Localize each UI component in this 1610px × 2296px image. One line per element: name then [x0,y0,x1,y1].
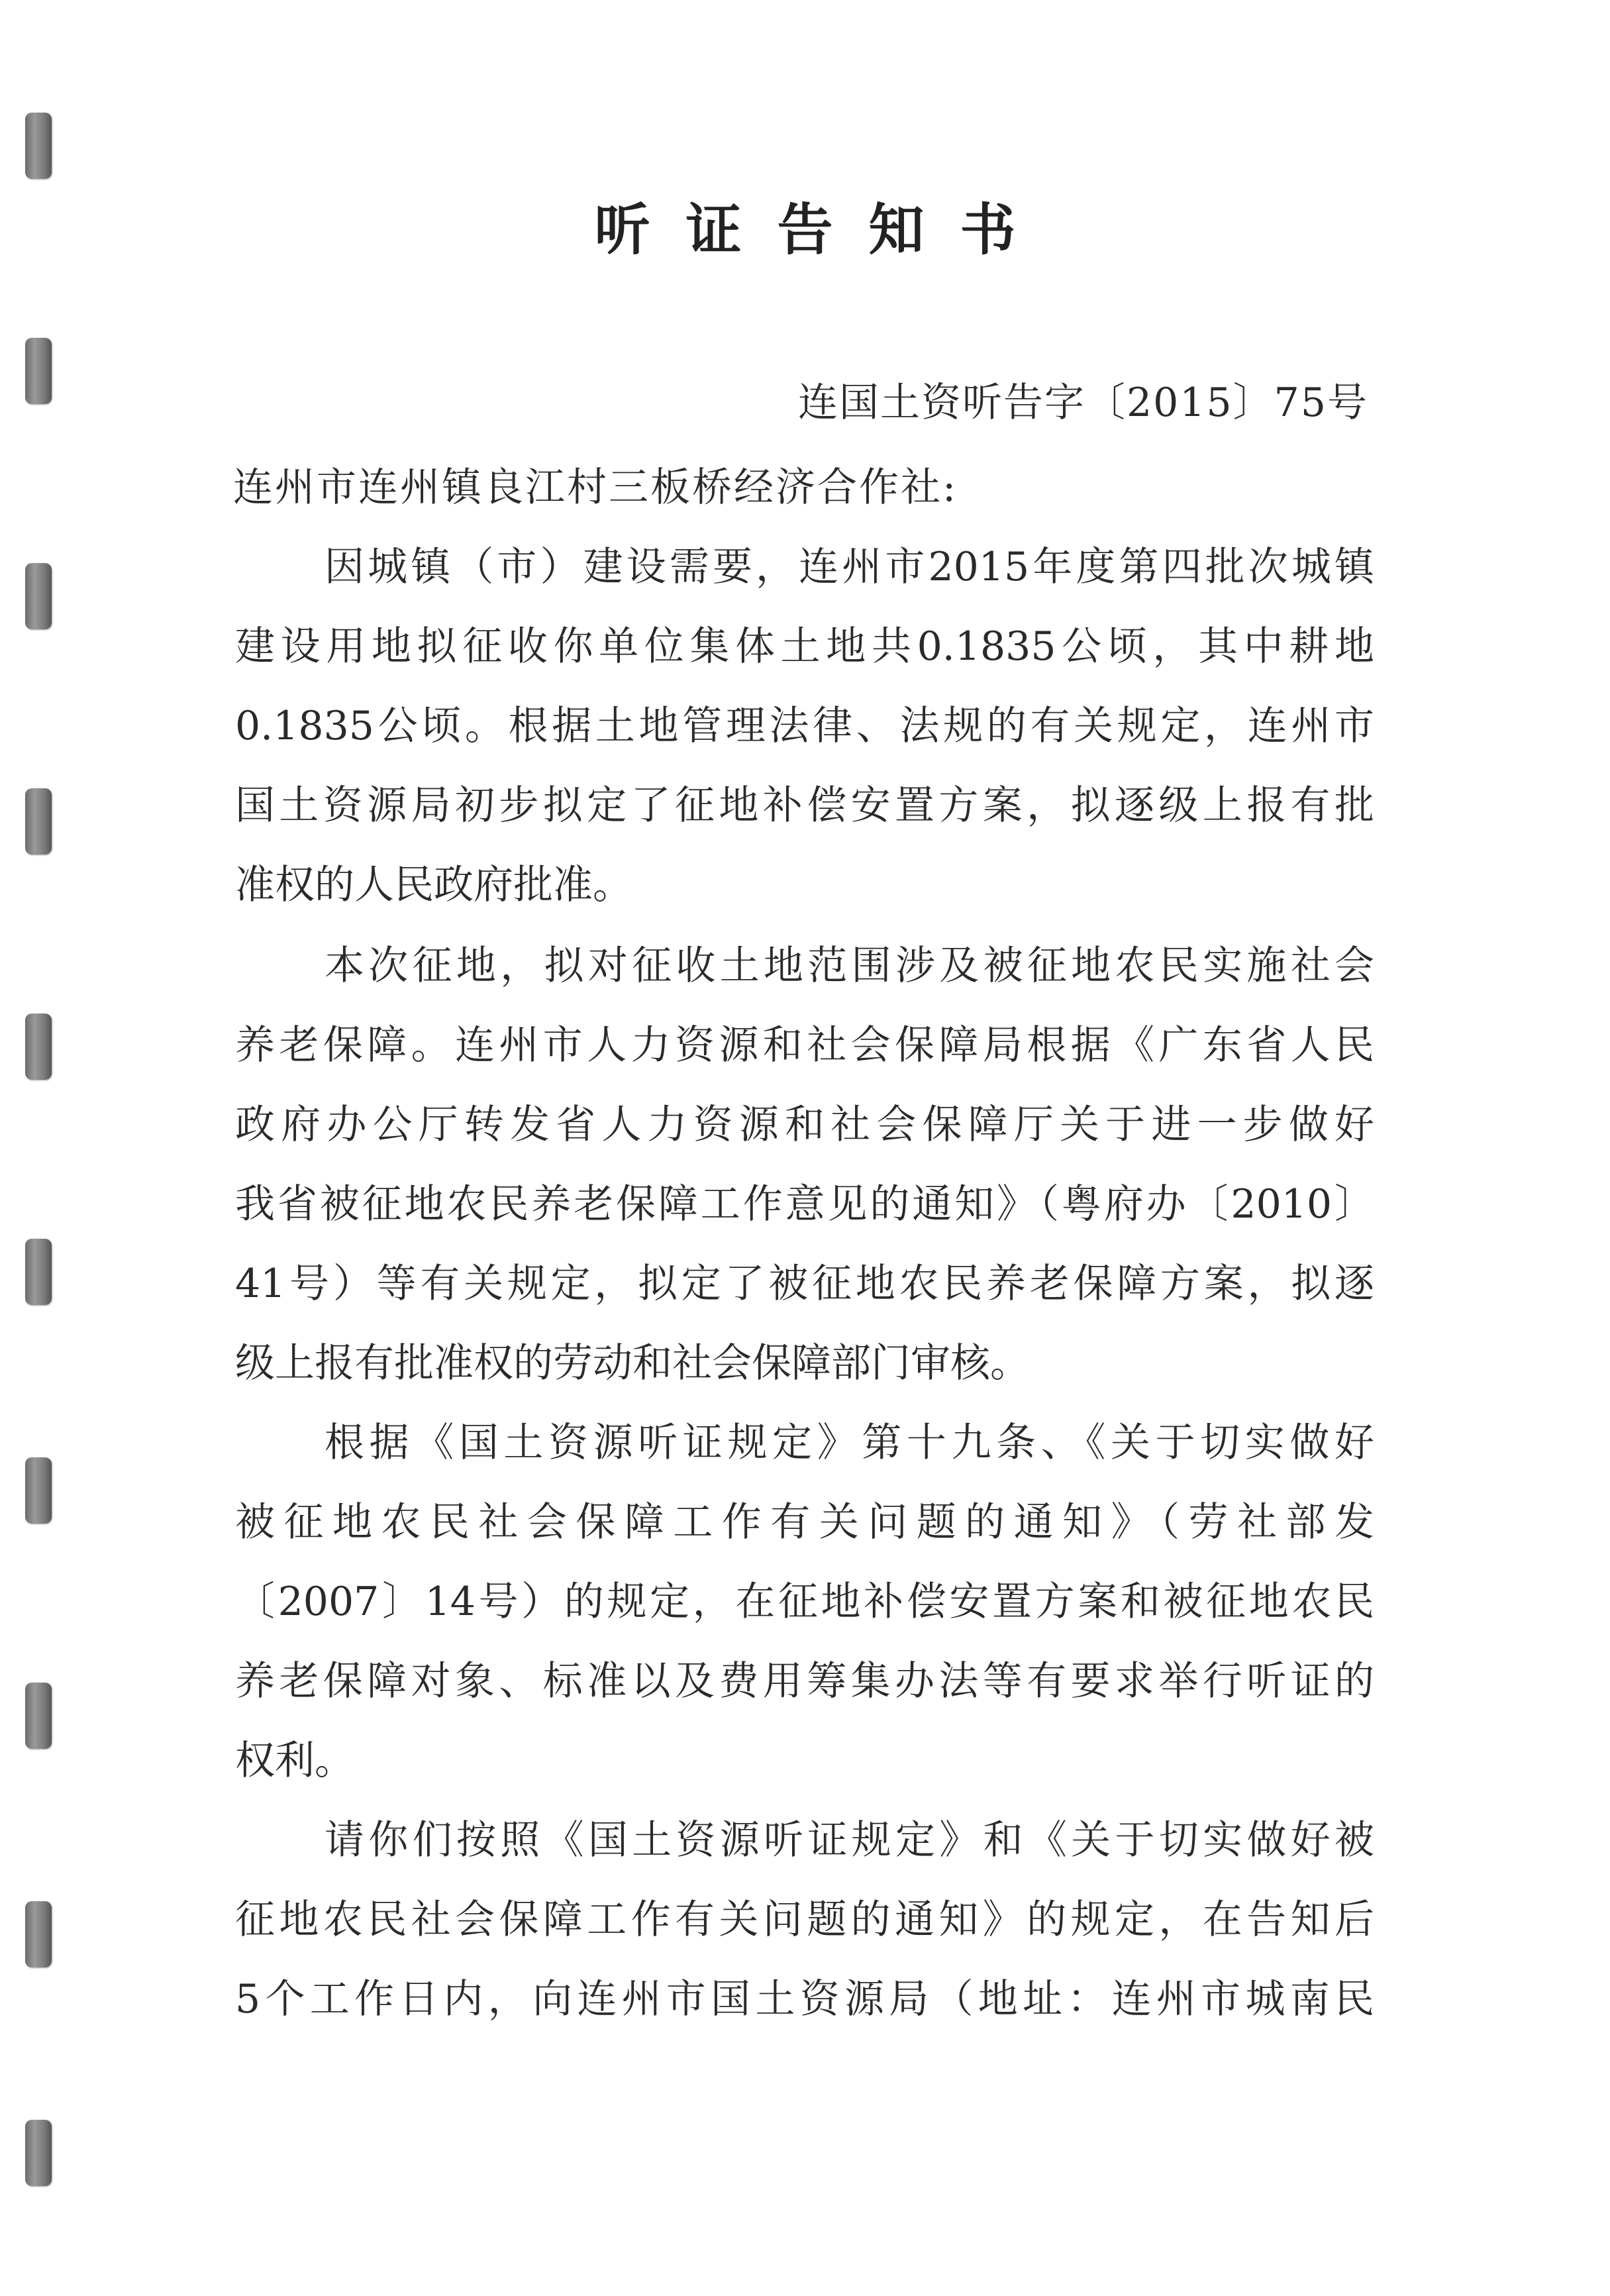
body-line: 政府办公厅转发省人力资源和社会保障厅关于进一步做好 [235,1102,1374,1148]
body-line: 征地农民社会保障工作有关问题的通知》的规定，在告知后 [235,1897,1374,1943]
binding-hole-icon [25,563,52,629]
body-line: 我省被征地农民养老保障工作意见的通知》（粤府办〔2010〕 [235,1181,1374,1227]
binding-hole-icon [25,1457,52,1524]
addressee: 连州市连州镇良江村三板桥经济合作社: [233,464,958,511]
body-line: 权利。 [235,1738,354,1784]
binding-hole-icon [25,1014,52,1080]
body-line: 准权的人民政府批准。 [235,862,632,908]
document-number: 连国土资听告字〔2015〕75号 [797,380,1368,426]
body-line: 养老保障对象、标准以及费用筹集办法等有要求举行听证的 [235,1658,1374,1704]
binding-hole-icon [25,1239,52,1305]
binding-hole-icon [25,113,52,179]
binding-holes [25,0,54,2296]
document-title: 听证告知书 [594,197,1052,262]
binding-hole-icon [25,1901,52,1967]
body-line: 本次征地，拟对征收土地范围涉及被征地农民实施社会 [325,943,1374,989]
body-line: 因城镇（市）建设需要，连州市2015年度第四批次城镇 [325,544,1374,590]
body-line: 〔2007〕14号）的规定，在征地补偿安置方案和被征地农民 [235,1579,1374,1625]
body-line: 养老保障。连州市人力资源和社会保障局根据《广东省人民 [235,1022,1374,1069]
body-line: 5个工作日内，向连州市国土资源局（地址：连州市城南民 [235,1976,1374,2022]
body-line: 根据《国土资源听证规定》第十九条、《关于切实做好 [325,1420,1374,1466]
body-line: 国土资源局初步拟定了征地补偿安置方案，拟逐级上报有批 [235,782,1374,829]
binding-hole-icon [25,338,52,404]
body-line: 0.1835公顷。根据土地管理法律、法规的有关规定，连州市 [235,703,1374,749]
body-line: 41号）等有关规定，拟定了被征地农民养老保障方案，拟逐 [235,1261,1374,1307]
body-line: 级上报有批准权的劳动和社会保障部门审核。 [235,1340,1030,1386]
binding-hole-icon [25,788,52,855]
body-line: 请你们按照《国土资源听证规定》和《关于切实做好被 [325,1817,1374,1863]
body-line: 建设用地拟征收你单位集体土地共0.1835公顷，其中耕地 [235,623,1374,670]
binding-hole-icon [25,2120,52,2186]
body-line: 被征地农民社会保障工作有关问题的通知》（劳社部发 [235,1499,1374,1545]
binding-hole-icon [25,1683,52,1749]
